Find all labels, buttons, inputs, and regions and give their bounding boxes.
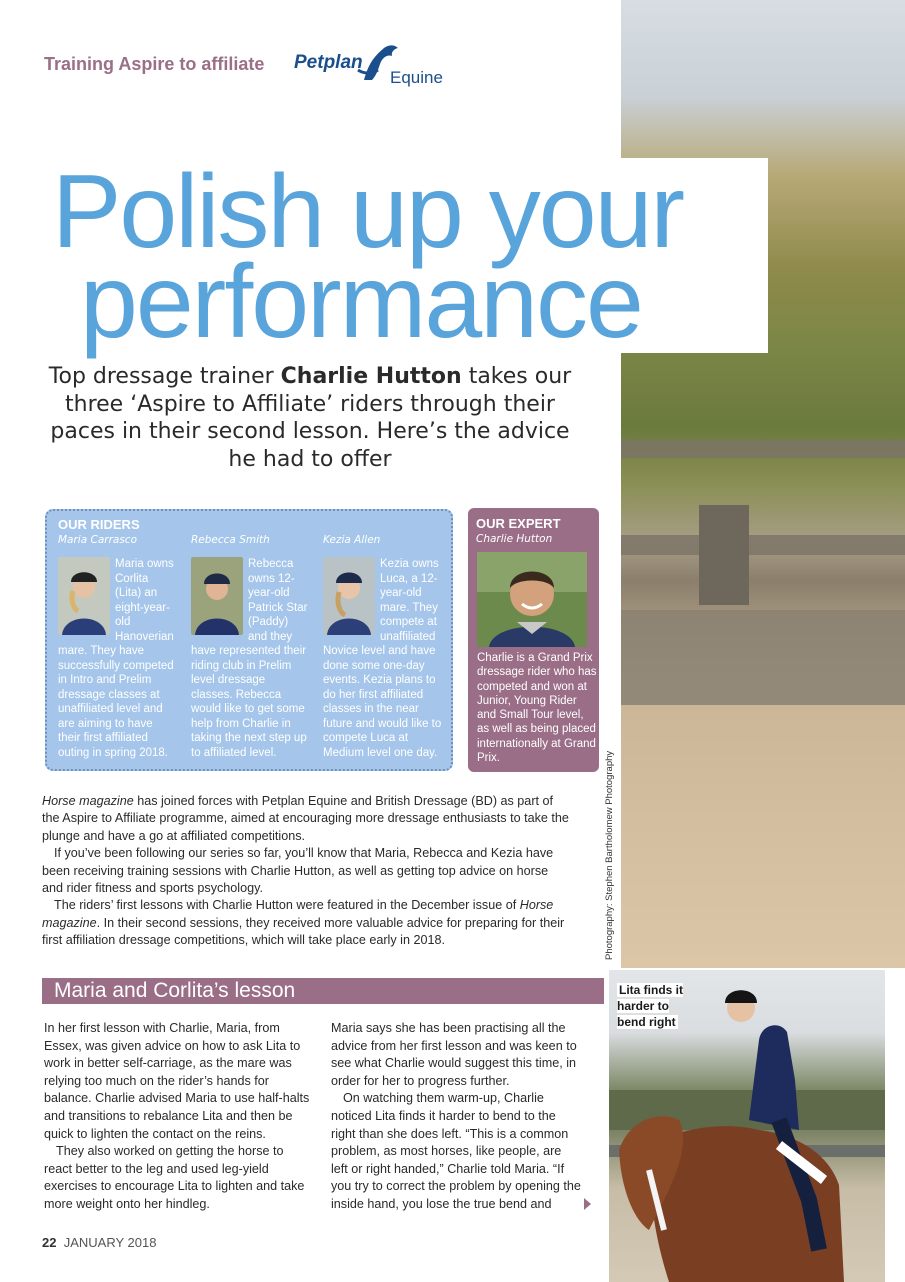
riders-heading: OUR RIDERS	[58, 517, 140, 532]
petplan-equine-logo	[294, 40, 454, 90]
fence-rail	[621, 440, 905, 458]
fence-post	[699, 505, 749, 605]
article-column-right	[331, 1020, 581, 1214]
rider-photo-rebecca	[191, 557, 243, 635]
expert-name: Charlie Hutton	[476, 533, 553, 545]
continue-arrow-icon	[584, 1198, 591, 1210]
rider-name: Maria Carrasco	[58, 534, 138, 546]
standfirst-trainer-name: Charlie Hutton	[280, 364, 462, 389]
intro-text-run: The riders’ first lessons with Charlie Hutton were featured in the December issue of	[54, 898, 520, 913]
standfirst	[40, 363, 580, 473]
lesson-heading: Maria and Corlita’s lesson	[54, 979, 296, 1002]
article-paragraph: On watching them warm-up, Charlie noticed Lita finds it harder to bend to the right than she does left. “This is a common problem, as most horses, like people, are left or right handed,” Charlie told Maria. “If you try to correct the problem by opening the inside hand, you lose the true bend and	[331, 1091, 581, 1211]
issue-date: JANUARY 2018	[63, 1235, 157, 1250]
intro-paragraph: If you’ve been following our series so far, you’ll know that Maria, Rebecca and Kezia have been receiving training sessions with Charlie Hutton, as well as getting top advice on horse and rider fitness and sports psychology.	[42, 846, 554, 896]
article-paragraph: In her first lesson with Charlie, Maria, from Essex, was given advice on how to ask Lita to work in better self-carriage, as the mare was relying too much on the rider’s hands for balance. Charlie advised Maria to use half-halts and transitions to rebalance Lita and then be quick to lighten the contact on the reins.	[44, 1021, 310, 1141]
arena-photo	[621, 0, 905, 968]
expert-photo	[477, 552, 587, 647]
fence-rail	[621, 535, 905, 555]
intro-text	[42, 793, 570, 950]
rider-photo-maria	[58, 557, 110, 635]
expert-heading: OUR EXPERT	[476, 516, 561, 531]
photo-caption-text: Lita finds it harder to bend right	[617, 983, 683, 1029]
headline-line-2: performance	[80, 244, 642, 360]
rider-bio: Rebecca owns 12-year-old Patrick Star (Paddy) and they have represented their riding club in Prelim level dressage classes. Rebecca would like to get some help from Charlie in taking the next step up to affiliated level.	[191, 558, 308, 759]
lesson-heading-bar	[42, 978, 604, 1004]
fence-rail	[621, 610, 905, 705]
rider-profile	[323, 557, 443, 760]
standfirst-text: takes our three ‘Aspire to Affiliate’ riders through their paces in their second lesson. Here’s the advice he had to offer	[50, 364, 572, 472]
our-expert-panel	[468, 508, 599, 772]
page-folio	[42, 1235, 156, 1250]
rider-bio: Maria owns Corlita (Lita) an eight-year-old Hanoverian mare. They have successfully competed in Intro and Prelim dressage classes at unaffiliated level and are aiming to have their first affiliated outing in spring 2018.	[58, 558, 174, 759]
intro-paragraph	[42, 897, 570, 949]
rider-name: Rebecca Smith	[191, 534, 270, 546]
our-riders-panel	[45, 509, 453, 771]
brand-word-equine: Equine	[390, 68, 443, 87]
rider-photo-kezia	[323, 557, 375, 635]
article-paragraph: Maria says she has been practising all the advice from her first lesson and was keen to see what Charlie would suggest this time, in order for her to progress further.	[331, 1021, 577, 1088]
article-paragraph: They also worked on getting the horse to react better to the leg and used leg-yield exercises to encourage Lita to lighten and take more weight onto her hindleg.	[44, 1144, 305, 1211]
expert-bio: Charlie is a Grand Prix dressage rider who has competed and won at Junior, Young Rider and Small Tour level, as well as being placed internationally at Grand Prix.	[477, 652, 597, 765]
rider-profile	[58, 557, 176, 760]
section-label: Training Aspire to affiliate	[44, 54, 265, 74]
headline-line-1: Polish up your	[52, 154, 684, 270]
photo-credit: Photography: Stephen Bartholomew Photography	[604, 750, 615, 960]
standfirst-text: Top dressage trainer	[48, 364, 281, 389]
magazine-name: Horse magazine	[42, 794, 134, 808]
photo-caption	[617, 982, 689, 1030]
rider-profile	[191, 557, 308, 760]
intro-text-run: . In their second sessions, they received more valuable advice for preparing for their first affiliation dressage competitions, which will take place early in 2018.	[42, 915, 565, 948]
intro-paragraph	[42, 793, 570, 845]
brand-word-petplan: Petplan	[294, 52, 363, 73]
magazine-name: Horse magazine	[42, 898, 554, 930]
intro-text-run: has joined forces with Petplan Equine and British Dressage (BD) as part of the Aspire to Affiliate programme, aimed at encouraging more dressage enthusiasts to take the plunge and have a go at affiliated competitions.	[42, 794, 569, 843]
page-number: 22	[42, 1235, 57, 1250]
rider-name: Kezia Allen	[323, 534, 381, 546]
article-column-left	[44, 1020, 314, 1214]
rider-bio: Kezia owns Luca, a 12-year-old mare. They compete at unaffiliated Novice level and have done some one-day events. Kezia plans to do her first affiliated classes in the near future and would like to compete Luca at Medium level one day.	[323, 558, 442, 759]
